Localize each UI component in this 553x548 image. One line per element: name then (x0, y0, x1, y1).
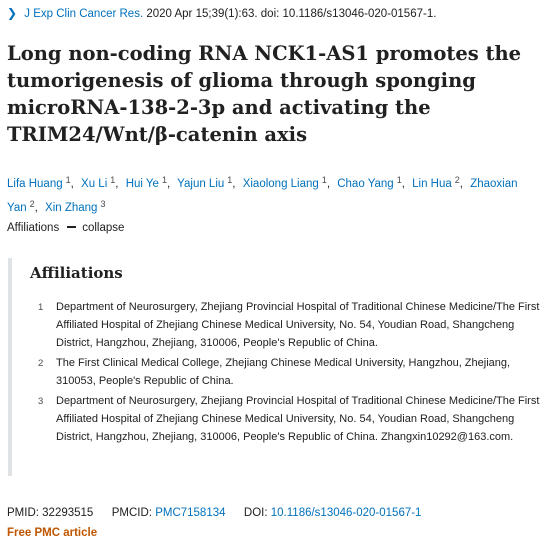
affiliations-toggle[interactable] (7, 222, 124, 234)
affiliation-number: 3 (38, 396, 44, 407)
author-item (45, 199, 106, 214)
author-separator: , (459, 178, 463, 190)
identifiers-line (7, 507, 421, 519)
affiliations-panel (8, 258, 552, 476)
author-list (7, 170, 547, 218)
author-separator: , (166, 178, 171, 190)
citation-line (7, 6, 436, 20)
author-separator: , (34, 202, 38, 214)
author-link[interactable]: Zhaoxian Yan (7, 178, 518, 214)
author-link[interactable]: Hui Ye (125, 178, 159, 190)
author-separator: , (232, 178, 236, 190)
citation-details: 2020 Apr 15;39(1):63. doi: 10.1186/s13046-020-01567-1. (146, 8, 437, 20)
minus-icon (67, 226, 76, 228)
author-item (81, 175, 116, 190)
author-link[interactable]: Chao Yang (337, 178, 394, 190)
author-link[interactable]: Lin Hua (412, 178, 452, 190)
author-link[interactable]: Xin Zhang (45, 202, 98, 214)
author-affiliation-number[interactable]: 3 (100, 199, 106, 209)
pmcid-link[interactable]: PMC7158134 (155, 507, 226, 519)
pmcid-label: PMCID: (111, 507, 152, 519)
author-affiliation-number[interactable]: 1 (396, 175, 402, 185)
author-link[interactable]: Lifa Huang (7, 178, 63, 190)
author-item (412, 175, 460, 190)
author-item (242, 175, 327, 190)
author-link[interactable]: Yajun Liu (177, 178, 225, 190)
author-affiliation-number[interactable]: 2 (29, 199, 35, 209)
author-separator: , (401, 178, 405, 190)
doi-link[interactable]: 10.1186/s13046-020-01567-1 (270, 507, 422, 519)
affiliation-list (36, 298, 548, 448)
affiliations-toggle-label: Affiliations (7, 222, 60, 234)
chevron-right-icon[interactable]: ❯ (7, 6, 18, 20)
author-affiliation-number[interactable]: 1 (65, 175, 71, 185)
author-affiliation-number[interactable]: 1 (161, 175, 167, 185)
author-separator: , (115, 178, 119, 190)
affiliation-item (36, 354, 548, 390)
affiliation-text: Department of Neurosurgery, Zhejiang Provincial Hospital of Traditional Chinese Medicine/The First Affiliated Hospital of Zhejiang Chinese Medical University, No. 54, Youdian Road, Shangcheng District, Hangzhou, Zhejiang, 310006, People's Republic of China. (56, 301, 540, 349)
author-separator: , (326, 178, 331, 190)
affiliation-item (36, 298, 548, 352)
author-item (177, 175, 233, 190)
pmid-value: 32293515 (42, 507, 94, 519)
author-separator: , (70, 178, 74, 190)
author-item (337, 175, 402, 190)
author-link[interactable]: Xu Li (81, 178, 108, 190)
article-title: Long non-coding RNA NCK1-AS1 promotes the tumorigenesis of glioma through sponging microRNA-138-2-3p and activating the TRIM24/Wnt/β-catenin axis (7, 42, 522, 146)
affiliation-text: Department of Neurosurgery, Zhejiang Provincial Hospital of Traditional Chinese Medicine/The First Affiliated Hospital of Zhejiang Chinese Medical University, No. 54, Youdian Road, Shangcheng District, Hangzhou, Zhejiang, 310006, People's Republic of China. Zhangxin10292@163.com. (56, 395, 540, 443)
affiliation-item (36, 392, 548, 446)
free-pmc-article-badge[interactable]: Free PMC article (7, 527, 98, 539)
author-affiliation-number[interactable]: 1 (110, 175, 116, 185)
affiliations-heading: Affiliations (30, 264, 123, 282)
author-link[interactable]: Xiaolong Liang (242, 178, 319, 190)
journal-name-link[interactable]: J Exp Clin Cancer Res. (24, 8, 144, 20)
author-affiliation-number[interactable]: 1 (321, 175, 327, 185)
affiliation-number: 1 (38, 302, 44, 313)
affiliation-text: The First Clinical Medical College, Zhejiang Chinese Medical University, Hangzhou, Zhejiang, 310053, People's Republic of China. (56, 357, 511, 387)
collapse-label: collapse (82, 222, 125, 234)
pmid-label: PMID: (7, 507, 39, 519)
doi-label: DOI: (243, 507, 268, 519)
author-affiliation-number[interactable]: 2 (454, 175, 460, 185)
author-item (125, 175, 167, 190)
author-item (7, 175, 71, 190)
affiliation-number: 2 (38, 358, 44, 369)
author-affiliation-number[interactable]: 1 (227, 175, 233, 185)
